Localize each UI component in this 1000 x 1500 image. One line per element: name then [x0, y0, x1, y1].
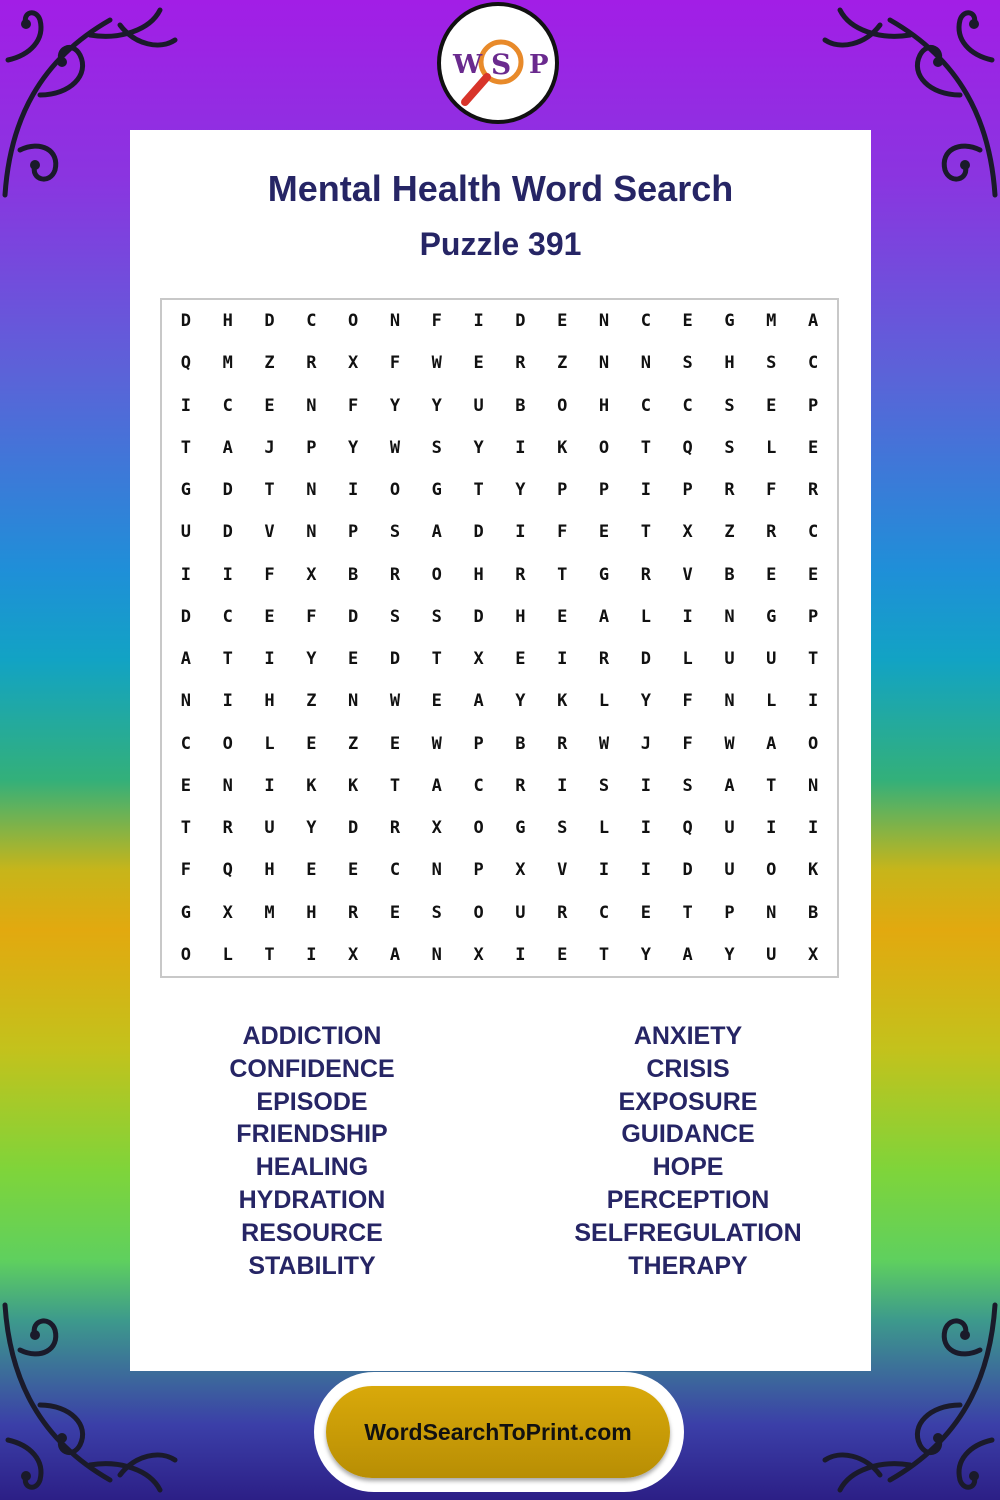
grid-cell[interactable]: M: [222, 353, 233, 374]
grid-cell[interactable]: Y: [640, 691, 651, 712]
grid-cell[interactable]: R: [389, 564, 401, 585]
grid-cell[interactable]: I: [515, 437, 526, 458]
grid-cell[interactable]: W: [598, 733, 610, 754]
grid-cell[interactable]: C: [306, 311, 317, 332]
grid-cell[interactable]: E: [766, 395, 777, 416]
grid-cell[interactable]: U: [473, 395, 484, 416]
grid-cell[interactable]: U: [180, 522, 192, 543]
word-list-item: HOPE: [652, 1153, 724, 1182]
grid-cell[interactable]: S: [431, 902, 442, 923]
grid-cell[interactable]: G: [515, 818, 526, 839]
grid-cell[interactable]: K: [807, 860, 819, 881]
grid-cell[interactable]: I: [515, 944, 526, 965]
grid-cell[interactable]: L: [598, 691, 610, 712]
grid-cell[interactable]: T: [640, 437, 651, 458]
grid-cell[interactable]: D: [180, 311, 192, 332]
grid-cell[interactable]: I: [473, 311, 484, 332]
grid-cell[interactable]: I: [640, 775, 651, 796]
grid-cell[interactable]: X: [431, 818, 442, 839]
grid-cell[interactable]: R: [306, 353, 317, 374]
grid-cell[interactable]: I: [557, 775, 568, 796]
grid-cell[interactable]: B: [515, 395, 526, 416]
grid-cell[interactable]: Y: [306, 818, 317, 839]
grid-cell[interactable]: R: [640, 564, 651, 585]
grid-cell[interactable]: E: [389, 733, 401, 754]
grid-cell[interactable]: N: [807, 775, 819, 796]
grid-cell[interactable]: R: [348, 902, 359, 923]
grid-cell[interactable]: U: [724, 860, 735, 881]
grid-cell[interactable]: X: [473, 649, 484, 670]
grid-cell[interactable]: Z: [264, 353, 275, 374]
grid-cell[interactable]: A: [724, 775, 735, 796]
grid-cell[interactable]: I: [557, 649, 568, 670]
grid-cell[interactable]: S: [724, 395, 735, 416]
grid-cell[interactable]: C: [640, 395, 651, 416]
grid-cell[interactable]: E: [557, 606, 568, 627]
grid-cell[interactable]: Q: [682, 437, 693, 458]
grid-cell[interactable]: E: [389, 902, 401, 923]
grid-cell[interactable]: D: [640, 649, 651, 670]
grid-cell[interactable]: I: [180, 564, 192, 585]
grid-cell[interactable]: D: [222, 480, 233, 501]
grid-cell[interactable]: O: [222, 733, 233, 754]
grid-cell[interactable]: E: [431, 691, 442, 712]
grid-cell[interactable]: S: [431, 437, 442, 458]
grid-cell[interactable]: G: [598, 564, 610, 585]
grid-cell[interactable]: I: [807, 818, 819, 839]
grid-cell[interactable]: R: [515, 564, 526, 585]
grid-cell[interactable]: I: [264, 649, 275, 670]
grid-cell[interactable]: F: [557, 522, 568, 543]
grid-cell[interactable]: F: [682, 733, 693, 754]
grid-cell[interactable]: L: [682, 649, 693, 670]
grid-cell[interactable]: D: [222, 522, 233, 543]
grid-cell[interactable]: S: [766, 353, 777, 374]
grid-cell[interactable]: E: [348, 860, 359, 881]
grid-cell[interactable]: R: [222, 818, 233, 839]
grid-cell[interactable]: T: [180, 818, 192, 839]
grid-cell[interactable]: T: [473, 480, 484, 501]
grid-cell[interactable]: A: [431, 522, 442, 543]
grid-cell[interactable]: Y: [431, 395, 442, 416]
grid-cell[interactable]: K: [557, 437, 568, 458]
grid-cell[interactable]: O: [766, 860, 777, 881]
page-title: Mental Health Word Search: [267, 168, 734, 209]
grid-cell[interactable]: L: [598, 818, 610, 839]
grid-cell[interactable]: L: [766, 691, 777, 712]
grid-cell[interactable]: C: [180, 733, 192, 754]
grid-cell[interactable]: L: [222, 944, 233, 965]
word-list-item: GUIDANCE: [621, 1120, 755, 1149]
grid-cell[interactable]: C: [640, 311, 651, 332]
grid-cell[interactable]: K: [348, 775, 359, 796]
grid-cell[interactable]: R: [766, 522, 777, 543]
grid-cell[interactable]: I: [264, 775, 275, 796]
grid-cell[interactable]: A: [682, 944, 693, 965]
grid-cell[interactable]: B: [348, 564, 359, 585]
grid-cell[interactable]: C: [222, 606, 233, 627]
grid-cell[interactable]: P: [348, 522, 359, 543]
grid-cell[interactable]: E: [264, 395, 275, 416]
grid-cell[interactable]: S: [389, 522, 401, 543]
grid-cell[interactable]: I: [180, 395, 192, 416]
grid-cell[interactable]: Y: [724, 944, 735, 965]
grid-cell[interactable]: F: [766, 480, 777, 501]
grid-cell[interactable]: B: [807, 902, 819, 923]
grid-cell[interactable]: T: [389, 775, 401, 796]
grid-cell[interactable]: P: [306, 437, 317, 458]
grid-cell[interactable]: X: [222, 902, 233, 923]
grid-cell[interactable]: H: [724, 353, 735, 374]
grid-cell[interactable]: D: [264, 311, 275, 332]
grid-cell[interactable]: O: [473, 902, 484, 923]
grid-cell[interactable]: X: [515, 860, 526, 881]
grid-cell[interactable]: H: [515, 606, 526, 627]
grid-cell[interactable]: N: [766, 902, 777, 923]
word-list-item: STABILITY: [248, 1251, 376, 1280]
grid-cell[interactable]: D: [682, 860, 693, 881]
grid-cell[interactable]: T: [264, 480, 275, 501]
grid-cell[interactable]: E: [473, 353, 484, 374]
word-list-item: EXPOSURE: [618, 1087, 758, 1116]
grid-cell[interactable]: X: [348, 944, 359, 965]
grid-cell[interactable]: R: [598, 649, 610, 670]
grid-cell[interactable]: C: [389, 860, 401, 881]
grid-cell[interactable]: P: [724, 902, 735, 923]
grid-cell[interactable]: E: [557, 944, 568, 965]
logo-letter-p: P: [529, 50, 549, 80]
grid-cell[interactable]: A: [473, 691, 484, 712]
grid-cell[interactable]: O: [431, 564, 442, 585]
letter-grid: [162, 300, 837, 976]
grid-cell[interactable]: S: [389, 606, 401, 627]
logo-letter-w: W: [453, 50, 483, 80]
grid-cell[interactable]: W: [389, 691, 401, 712]
grid-cell[interactable]: U: [264, 818, 275, 839]
grid-cell[interactable]: S: [682, 353, 693, 374]
grid-cell[interactable]: Z: [348, 733, 359, 754]
grid-cell[interactable]: F: [389, 353, 401, 374]
grid-cell[interactable]: A: [431, 775, 442, 796]
grid-cell[interactable]: G: [431, 480, 442, 501]
grid-cell[interactable]: E: [180, 775, 192, 796]
grid-cell[interactable]: N: [389, 311, 401, 332]
grid-cell[interactable]: I: [222, 564, 233, 585]
word-list-right: [538, 1020, 838, 1282]
grid-cell[interactable]: Q: [682, 818, 693, 839]
grid-cell[interactable]: R: [389, 818, 401, 839]
grid-cell[interactable]: X: [807, 944, 819, 965]
grid-cell[interactable]: N: [306, 395, 317, 416]
grid-cell[interactable]: T: [264, 944, 275, 965]
grid-cell[interactable]: O: [348, 311, 359, 332]
grid-cell[interactable]: P: [682, 480, 693, 501]
grid-cell[interactable]: I: [807, 691, 819, 712]
grid-cell[interactable]: C: [807, 353, 819, 374]
grid-cell[interactable]: G: [180, 902, 192, 923]
grid-cell[interactable]: L: [640, 606, 651, 627]
grid-cell[interactable]: F: [180, 860, 192, 881]
grid-cell[interactable]: I: [598, 860, 610, 881]
site-logo[interactable]: [437, 2, 559, 124]
grid-cell[interactable]: J: [264, 437, 275, 458]
grid-cell[interactable]: R: [515, 353, 526, 374]
grid-cell[interactable]: F: [348, 395, 359, 416]
grid-cell[interactable]: H: [598, 395, 610, 416]
grid-cell[interactable]: L: [264, 733, 275, 754]
grid-cell[interactable]: B: [724, 564, 735, 585]
grid-cell[interactable]: L: [766, 437, 777, 458]
grid-cell[interactable]: Z: [306, 691, 317, 712]
footer-badge: [314, 1372, 684, 1492]
grid-cell[interactable]: C: [598, 902, 610, 923]
grid-cell[interactable]: I: [640, 480, 651, 501]
grid-cell[interactable]: I: [640, 860, 651, 881]
grid-cell[interactable]: S: [431, 606, 442, 627]
grid-cell[interactable]: Y: [640, 944, 651, 965]
grid-cell[interactable]: T: [640, 522, 651, 543]
grid-cell[interactable]: R: [557, 733, 568, 754]
grid-cell[interactable]: C: [473, 775, 484, 796]
grid-cell[interactable]: I: [640, 818, 651, 839]
grid-cell[interactable]: C: [807, 522, 819, 543]
grid-cell[interactable]: Q: [180, 353, 192, 374]
grid-cell[interactable]: W: [724, 733, 735, 754]
grid-cell[interactable]: E: [598, 522, 610, 543]
word-list-item: HEALING: [255, 1153, 369, 1182]
grid-cell[interactable]: E: [557, 311, 568, 332]
grid-cell[interactable]: E: [766, 564, 777, 585]
grid-cell[interactable]: E: [640, 902, 651, 923]
grid-cell[interactable]: X: [682, 522, 693, 543]
grid-cell[interactable]: O: [180, 944, 192, 965]
grid-cell[interactable]: T: [807, 649, 819, 670]
grid-cell[interactable]: O: [557, 395, 568, 416]
grid-cell[interactable]: G: [766, 606, 777, 627]
grid-cell[interactable]: H: [264, 860, 275, 881]
grid-cell[interactable]: U: [724, 649, 735, 670]
grid-cell[interactable]: X: [306, 564, 317, 585]
grid-cell[interactable]: Z: [724, 522, 735, 543]
grid-cell[interactable]: A: [766, 733, 777, 754]
grid-cell[interactable]: M: [766, 311, 777, 332]
grid-cell[interactable]: X: [348, 353, 359, 374]
grid-cell[interactable]: Z: [557, 353, 568, 374]
grid-cell[interactable]: I: [766, 818, 777, 839]
grid-cell[interactable]: K: [306, 775, 317, 796]
word-list-item: ADDICTION: [242, 1022, 382, 1050]
grid-cell[interactable]: R: [724, 480, 735, 501]
grid-cell[interactable]: V: [557, 860, 568, 881]
grid-cell[interactable]: H: [264, 691, 275, 712]
word-list-item: SELFREGULATION: [574, 1218, 802, 1247]
grid-cell[interactable]: N: [431, 860, 442, 881]
grid-cell[interactable]: N: [306, 522, 317, 543]
grid-cell[interactable]: N: [724, 606, 735, 627]
website-link[interactable]: [326, 1386, 670, 1478]
grid-cell[interactable]: O: [473, 818, 484, 839]
grid-cell[interactable]: Q: [222, 860, 233, 881]
grid-cell[interactable]: G: [724, 311, 735, 332]
grid-cell[interactable]: F: [682, 691, 693, 712]
grid-cell[interactable]: U: [766, 944, 777, 965]
grid-cell[interactable]: S: [557, 818, 568, 839]
logo-letter-s: S: [491, 48, 512, 81]
grid-cell[interactable]: D: [473, 522, 484, 543]
grid-cell[interactable]: F: [306, 606, 317, 627]
grid-cell[interactable]: T: [222, 649, 233, 670]
grid-cell[interactable]: W: [431, 353, 442, 374]
grid-cell[interactable]: N: [598, 353, 610, 374]
grid-cell[interactable]: A: [180, 649, 192, 670]
grid-cell[interactable]: T: [766, 775, 777, 796]
grid-cell[interactable]: U: [724, 818, 735, 839]
word-list-item: CRISIS: [646, 1054, 730, 1083]
grid-cell[interactable]: R: [515, 775, 526, 796]
word-list-item: FRIENDSHIP: [236, 1120, 388, 1149]
grid-cell[interactable]: P: [807, 606, 819, 627]
grid-cell[interactable]: A: [389, 944, 401, 965]
grid-cell[interactable]: N: [222, 775, 233, 796]
grid-cell[interactable]: Y: [348, 437, 359, 458]
grid-cell[interactable]: O: [598, 437, 610, 458]
grid-cell[interactable]: N: [724, 691, 735, 712]
word-list-item: RESOURCE: [241, 1218, 383, 1247]
grid-cell[interactable]: I: [348, 480, 359, 501]
grid-cell[interactable]: N: [431, 944, 442, 965]
grid-cell[interactable]: C: [222, 395, 233, 416]
grid-cell[interactable]: E: [348, 649, 359, 670]
grid-cell[interactable]: Y: [473, 437, 484, 458]
grid-cell[interactable]: H: [222, 311, 233, 332]
grid-cell[interactable]: T: [598, 944, 610, 965]
grid-cell[interactable]: N: [348, 691, 359, 712]
grid-cell[interactable]: E: [515, 649, 526, 670]
grid-cell[interactable]: V: [264, 522, 275, 543]
grid-cell[interactable]: B: [515, 733, 526, 754]
grid-cell[interactable]: U: [515, 902, 526, 923]
grid-cell[interactable]: E: [807, 564, 819, 585]
grid-cell[interactable]: O: [807, 733, 819, 754]
grid-cell[interactable]: C: [682, 395, 693, 416]
word-list-left: [162, 1020, 462, 1282]
grid-cell[interactable]: P: [807, 395, 819, 416]
grid-cell[interactable]: E: [306, 733, 317, 754]
grid-cell[interactable]: D: [515, 311, 526, 332]
grid-cell[interactable]: A: [598, 606, 610, 627]
grid-cell[interactable]: T: [557, 564, 568, 585]
grid-cell[interactable]: W: [431, 733, 442, 754]
grid-cell[interactable]: P: [598, 480, 610, 501]
grid-cell[interactable]: D: [180, 606, 192, 627]
grid-cell[interactable]: S: [598, 775, 610, 796]
grid-cell[interactable]: N: [180, 691, 192, 712]
grid-cell[interactable]: V: [682, 564, 693, 585]
grid-cell[interactable]: I: [682, 606, 693, 627]
grid-cell[interactable]: D: [348, 606, 359, 627]
grid-cell[interactable]: D: [389, 649, 401, 670]
grid-cell[interactable]: U: [766, 649, 777, 670]
grid-cell[interactable]: Y: [389, 395, 401, 416]
grid-cell[interactable]: Y: [515, 480, 526, 501]
grid-cell[interactable]: E: [306, 860, 317, 881]
grid-cell[interactable]: A: [222, 437, 233, 458]
grid-cell[interactable]: N: [598, 311, 610, 332]
grid-cell[interactable]: P: [557, 480, 568, 501]
letter-grid-frame: [160, 298, 839, 978]
grid-cell[interactable]: T: [682, 902, 693, 923]
grid-cell[interactable]: N: [306, 480, 317, 501]
grid-cell[interactable]: W: [389, 437, 401, 458]
grid-cell[interactable]: M: [264, 902, 275, 923]
grid-cell[interactable]: G: [180, 480, 192, 501]
grid-cell[interactable]: I: [222, 691, 233, 712]
grid-cell[interactable]: E: [264, 606, 275, 627]
grid-cell[interactable]: A: [807, 311, 819, 332]
grid-cell[interactable]: F: [264, 564, 275, 585]
grid-cell[interactable]: R: [557, 902, 568, 923]
word-list-item: PERCEPTION: [606, 1185, 770, 1214]
word-list-item: EPISODE: [256, 1087, 368, 1116]
grid-cell[interactable]: S: [724, 437, 735, 458]
word-list-item: CONFIDENCE: [229, 1054, 395, 1083]
grid-cell[interactable]: D: [348, 818, 359, 839]
puzzle-number: Puzzle 391: [419, 226, 582, 262]
grid-cell[interactable]: D: [473, 606, 484, 627]
grid-cell[interactable]: H: [306, 902, 317, 923]
grid-cell[interactable]: H: [473, 564, 484, 585]
grid-cell[interactable]: P: [473, 860, 484, 881]
grid-cell[interactable]: X: [473, 944, 484, 965]
grid-cell[interactable]: E: [807, 437, 819, 458]
grid-cell[interactable]: I: [306, 944, 317, 965]
grid-cell[interactable]: T: [431, 649, 442, 670]
grid-cell[interactable]: I: [515, 522, 526, 543]
grid-cell[interactable]: F: [431, 311, 442, 332]
grid-cell[interactable]: O: [389, 480, 401, 501]
grid-cell[interactable]: E: [682, 311, 693, 332]
grid-cell[interactable]: P: [473, 733, 484, 754]
grid-cell[interactable]: S: [682, 775, 693, 796]
website-label: WordSearchToPrint.com: [364, 1418, 632, 1445]
grid-cell[interactable]: J: [640, 733, 651, 754]
grid-cell[interactable]: N: [640, 353, 651, 374]
word-list-item: ANXIETY: [633, 1022, 743, 1050]
grid-cell[interactable]: K: [557, 691, 568, 712]
grid-cell[interactable]: Y: [515, 691, 526, 712]
puzzle-card: [130, 130, 871, 1371]
grid-cell[interactable]: T: [180, 437, 192, 458]
grid-cell[interactable]: R: [807, 480, 819, 501]
grid-cell[interactable]: Y: [306, 649, 317, 670]
word-list-item: HYDRATION: [238, 1185, 386, 1214]
word-list-item: THERAPY: [628, 1251, 748, 1280]
